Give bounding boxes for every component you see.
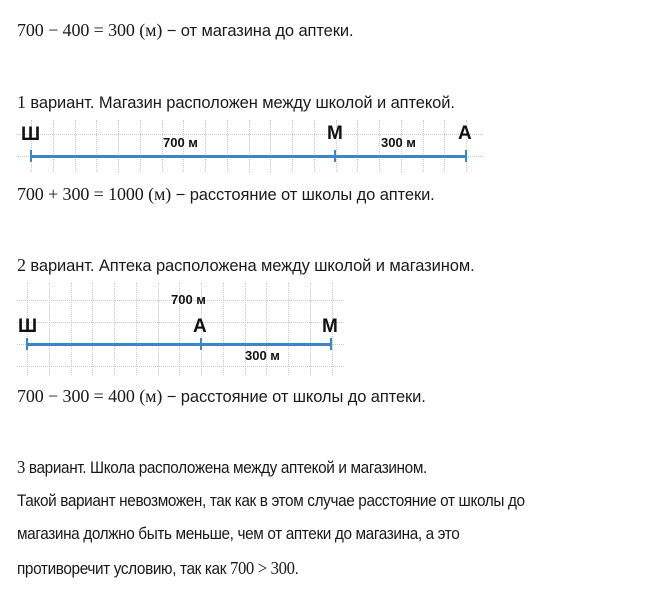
- variant1-result-expression: 700 + 300 = 1000 (м): [17, 184, 172, 204]
- variant1-diagram: [17, 120, 483, 172]
- tick-shop: [334, 150, 336, 162]
- variant3-period: .: [294, 560, 299, 578]
- point-school: Ш: [18, 316, 38, 337]
- variant1-number: 1: [17, 92, 26, 112]
- variant3-paragraph-line3: [17, 558, 299, 579]
- point-pharmacy: А: [193, 316, 207, 337]
- tick-pharmacy: [465, 150, 467, 162]
- distance-school-shop: 700 м: [171, 292, 206, 307]
- point-shop: М: [327, 123, 343, 144]
- distance-shop-pharmacy: 300 м: [381, 135, 416, 150]
- segment-school-shop: [27, 343, 332, 346]
- tick-school: [26, 338, 28, 350]
- variant2-number: 2: [17, 255, 26, 275]
- tick-pharmacy: [200, 338, 202, 350]
- variant2-result: [17, 386, 426, 407]
- variant3-paragraph-line2: магазина должно быть меньше, чем от аптеки до магазина, а это: [17, 525, 460, 543]
- variant3-comparison: 700 > 300: [229, 558, 295, 578]
- variant2-title: [17, 255, 475, 276]
- variant1-result: [17, 184, 435, 205]
- variant3-line3-text: противоречит условию, так как: [17, 560, 230, 578]
- distance-school-shop: 700 м: [163, 135, 198, 150]
- variant3-paragraph-line1: Такой вариант невозможен, так как в этом случае расстояние от школы до: [17, 492, 525, 510]
- variant2-result-text: − расстояние от школы до аптеки.: [162, 388, 426, 406]
- variant2-title-text: вариант. Аптека расположена между школой и магазином.: [25, 257, 475, 275]
- variant3-number: 3: [17, 457, 26, 477]
- variant1-title: [17, 92, 455, 113]
- variant1-result-text: − расстояние от школы до аптеки.: [171, 186, 435, 204]
- segment-school-pharmacy: [31, 155, 467, 158]
- variant2-result-expression: 700 − 300 = 400 (м): [17, 386, 163, 406]
- variant1-title-text: вариант. Магазин расположен между школой и аптекой.: [25, 94, 455, 112]
- distance-pharmacy-shop: 300 м: [245, 348, 280, 363]
- intro-line: [17, 20, 353, 41]
- tick-shop: [330, 338, 332, 350]
- intro-text: − от магазина до аптеки.: [162, 22, 354, 40]
- intro-expression: 700 − 400 = 300 (м): [17, 20, 163, 40]
- point-pharmacy: А: [458, 123, 472, 144]
- tick-school: [30, 150, 32, 162]
- variant3-title-text: вариант. Школа расположена между аптекой и магазином.: [25, 459, 427, 477]
- point-school: Ш: [21, 124, 41, 145]
- variant3-title: [17, 457, 427, 478]
- variant2-diagram: [17, 283, 344, 375]
- point-shop: М: [322, 316, 338, 337]
